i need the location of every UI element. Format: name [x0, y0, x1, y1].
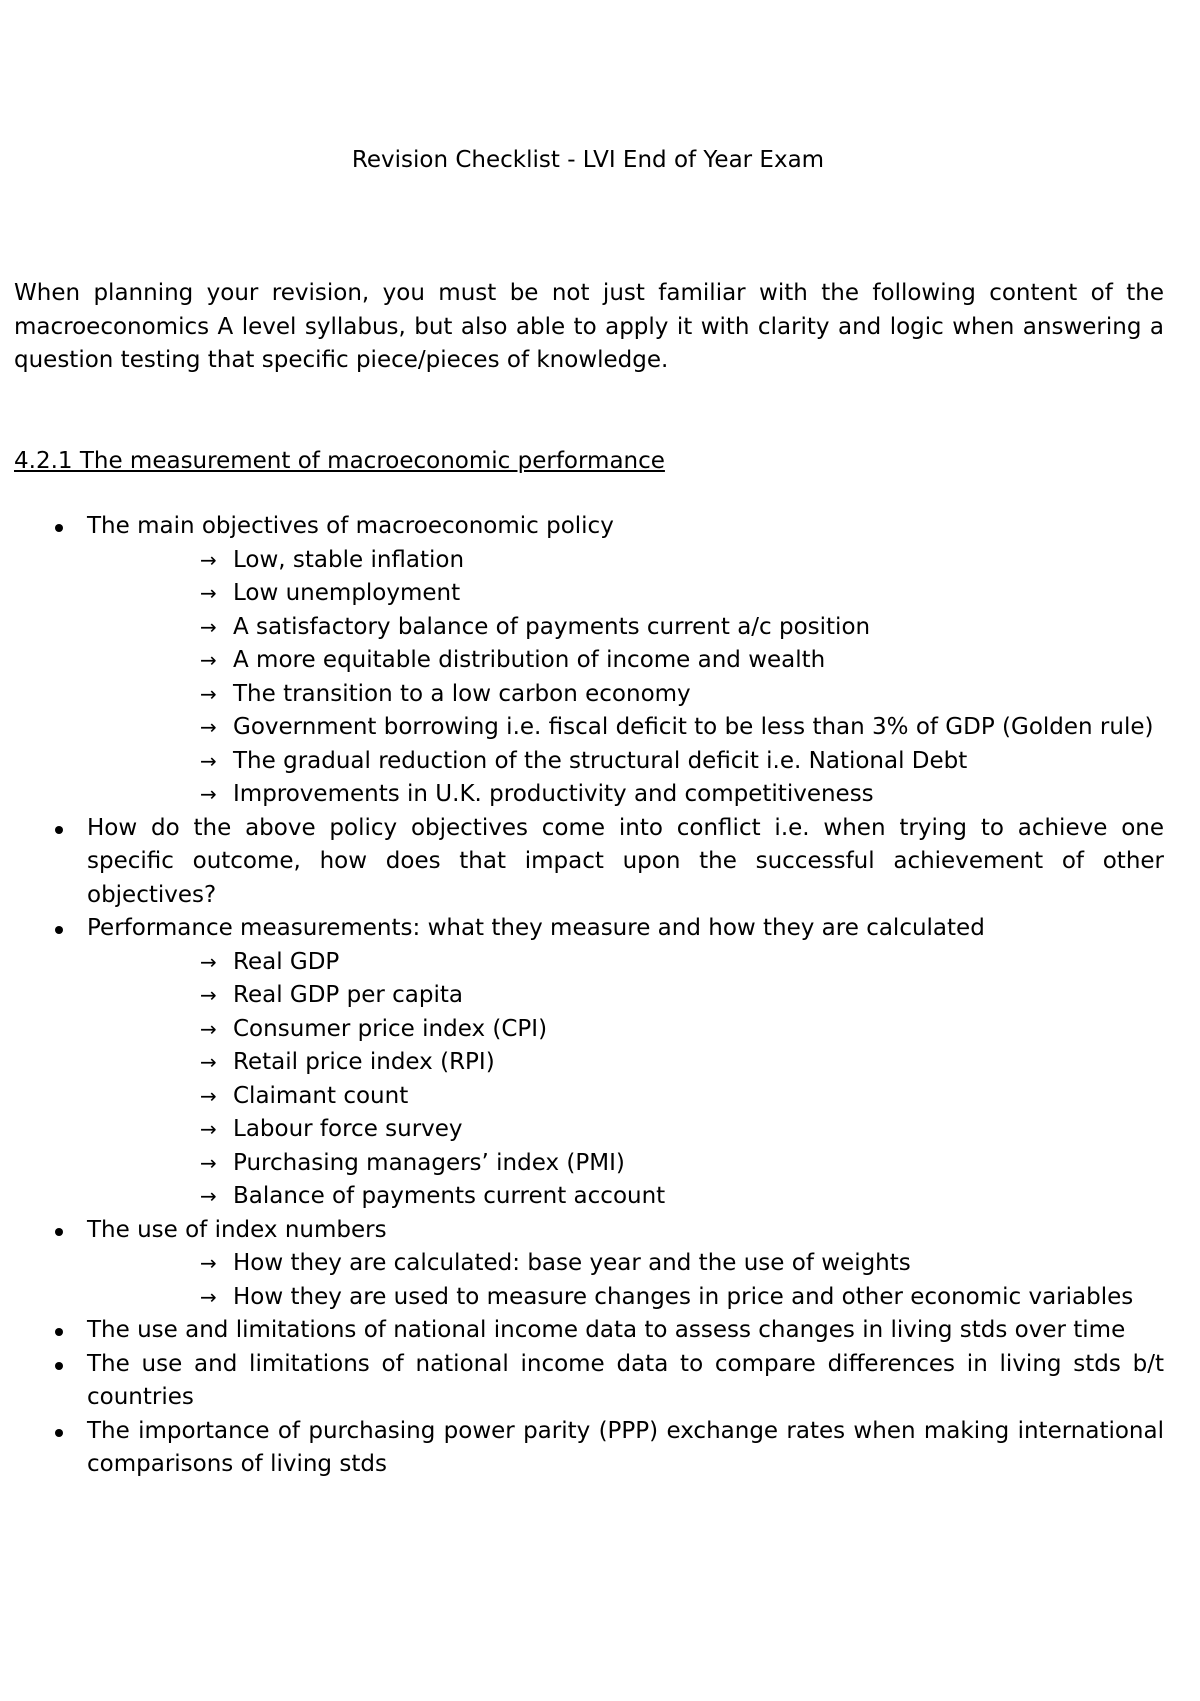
bullet-dot-icon [55, 926, 63, 934]
checklist-item-text: Performance measurements: what they measure and how they are calculated [87, 915, 985, 941]
sub-item-text: How they are calculated: base year and the use of weights [233, 1250, 911, 1276]
sub-item-text: Real GDP per capita [233, 982, 463, 1008]
sub-item [0, 1113, 1164, 1147]
arrow-right-icon: → [200, 614, 217, 639]
arrow-right-icon: → [200, 1016, 217, 1041]
sub-item-text: The gradual reduction of the structural deficit i.e. National Debt [233, 747, 968, 774]
arrow-right-icon: → [200, 1184, 217, 1208]
arrow-right-icon: → [200, 681, 217, 706]
checklist-item-text: The use and limitations of national income data to assess changes in living stds over time [87, 1317, 1126, 1343]
arrow-right-icon: → [200, 983, 217, 1007]
sub-item-text: The transition to a low carbon economy [233, 680, 691, 707]
sub-item [0, 1013, 1164, 1047]
checklist-item [0, 510, 1164, 812]
sub-item [0, 946, 1164, 980]
bullet-dot-icon [55, 826, 63, 834]
arrow-right-icon: → [200, 715, 217, 739]
sub-item-text: Labour force survey [233, 1116, 463, 1142]
checklist-item-text: The main objectives of macroeconomic policy [87, 513, 614, 539]
bullet-dot-icon [55, 1328, 63, 1336]
arrow-right-icon: → [200, 1150, 217, 1175]
sub-item [0, 544, 1164, 578]
sub-item-text: Real GDP [233, 948, 340, 975]
arrow-right-icon: → [200, 1251, 217, 1275]
checklist-item-text: How do the above policy objectives come into conflict i.e. when trying to achieve one specific outcome, how does that impact upon the successful achievement of other objectives? [87, 814, 1164, 908]
sub-item-text: Government borrowing i.e. fiscal deficit to be less than 3% of GDP (Golden rule) [233, 714, 1154, 740]
sub-item [0, 778, 1164, 812]
sub-item [0, 1247, 1164, 1281]
intro-paragraph: When planning your revision, you must be not just familiar with the following content of the macroeconomics A level syllabus, but also able to apply it with clarity and logic when answering a question testing that specific piece/pieces of knowledge. [14, 280, 1164, 373]
sub-item-text: Claimant count [233, 1082, 409, 1109]
sub-list [0, 946, 1164, 1214]
checklist-item [0, 912, 1164, 1214]
sub-item [0, 1080, 1164, 1114]
arrow-right-icon: → [200, 1117, 217, 1141]
arrow-right-icon: → [200, 1284, 217, 1309]
checklist-item-text: The importance of purchasing power parity (PPP) exchange rates when making international comparisons of living stds [87, 1417, 1164, 1477]
sub-item-text: Consumer price index (CPI) [233, 1015, 548, 1042]
sub-item-text: A satisfactory balance of payments current a/c position [233, 613, 871, 640]
sub-item [0, 678, 1164, 712]
arrow-right-icon: → [200, 547, 217, 572]
sub-item [0, 711, 1164, 745]
arrow-right-icon: → [200, 949, 217, 974]
sub-item [0, 644, 1164, 678]
sub-item [0, 577, 1164, 611]
sub-item-text: Retail price index (RPI) [233, 1049, 495, 1075]
arrow-right-icon: → [200, 581, 217, 605]
sub-item-text: Improvements in U.K. productivity and competitiveness [233, 781, 874, 807]
sub-item-text: A more equitable distribution of income and wealth [233, 647, 826, 673]
sub-item [0, 1180, 1164, 1214]
checklist-item-text: The use and limitations of national income data to compare differences in living stds b/t countries [87, 1350, 1164, 1410]
bullet-dot-icon [55, 1429, 63, 1437]
sub-item-text: Purchasing managers’ index (PMI) [233, 1149, 625, 1176]
checklist-item [0, 1214, 1164, 1315]
section-heading: 4.2.1 The measurement of macroeconomic performance [14, 448, 665, 474]
sub-item [0, 1046, 1164, 1080]
sub-item-text: Low, stable inflation [233, 546, 465, 573]
arrow-right-icon: → [200, 648, 217, 672]
checklist-item-text: The use of index numbers [87, 1216, 387, 1243]
bullet-dot-icon [55, 524, 63, 532]
checklist-item [0, 1348, 1164, 1415]
bullet-dot-icon [55, 1362, 63, 1370]
sub-item-text: How they are used to measure changes in price and other economic variables [233, 1283, 1134, 1310]
checklist-item [0, 1314, 1164, 1348]
sub-item [0, 745, 1164, 779]
checklist-item [0, 1415, 1164, 1482]
sub-item-text: Balance of payments current account [233, 1183, 666, 1209]
arrow-right-icon: → [200, 782, 217, 806]
arrow-right-icon: → [200, 748, 217, 773]
sub-item-text: Low unemployment [233, 580, 461, 606]
sub-item [0, 1281, 1164, 1315]
sub-list [0, 544, 1164, 812]
sub-item [0, 611, 1164, 645]
sub-item [0, 979, 1164, 1013]
sub-list [0, 1247, 1164, 1314]
document-title: Revision Checklist - LVI End of Year Exam [351, 147, 825, 173]
arrow-right-icon: → [200, 1050, 217, 1074]
bullet-dot-icon [55, 1228, 63, 1236]
checklist-item [0, 812, 1164, 913]
revision-checklist [0, 510, 1164, 1482]
arrow-right-icon: → [200, 1083, 217, 1108]
sub-item [0, 1147, 1164, 1181]
